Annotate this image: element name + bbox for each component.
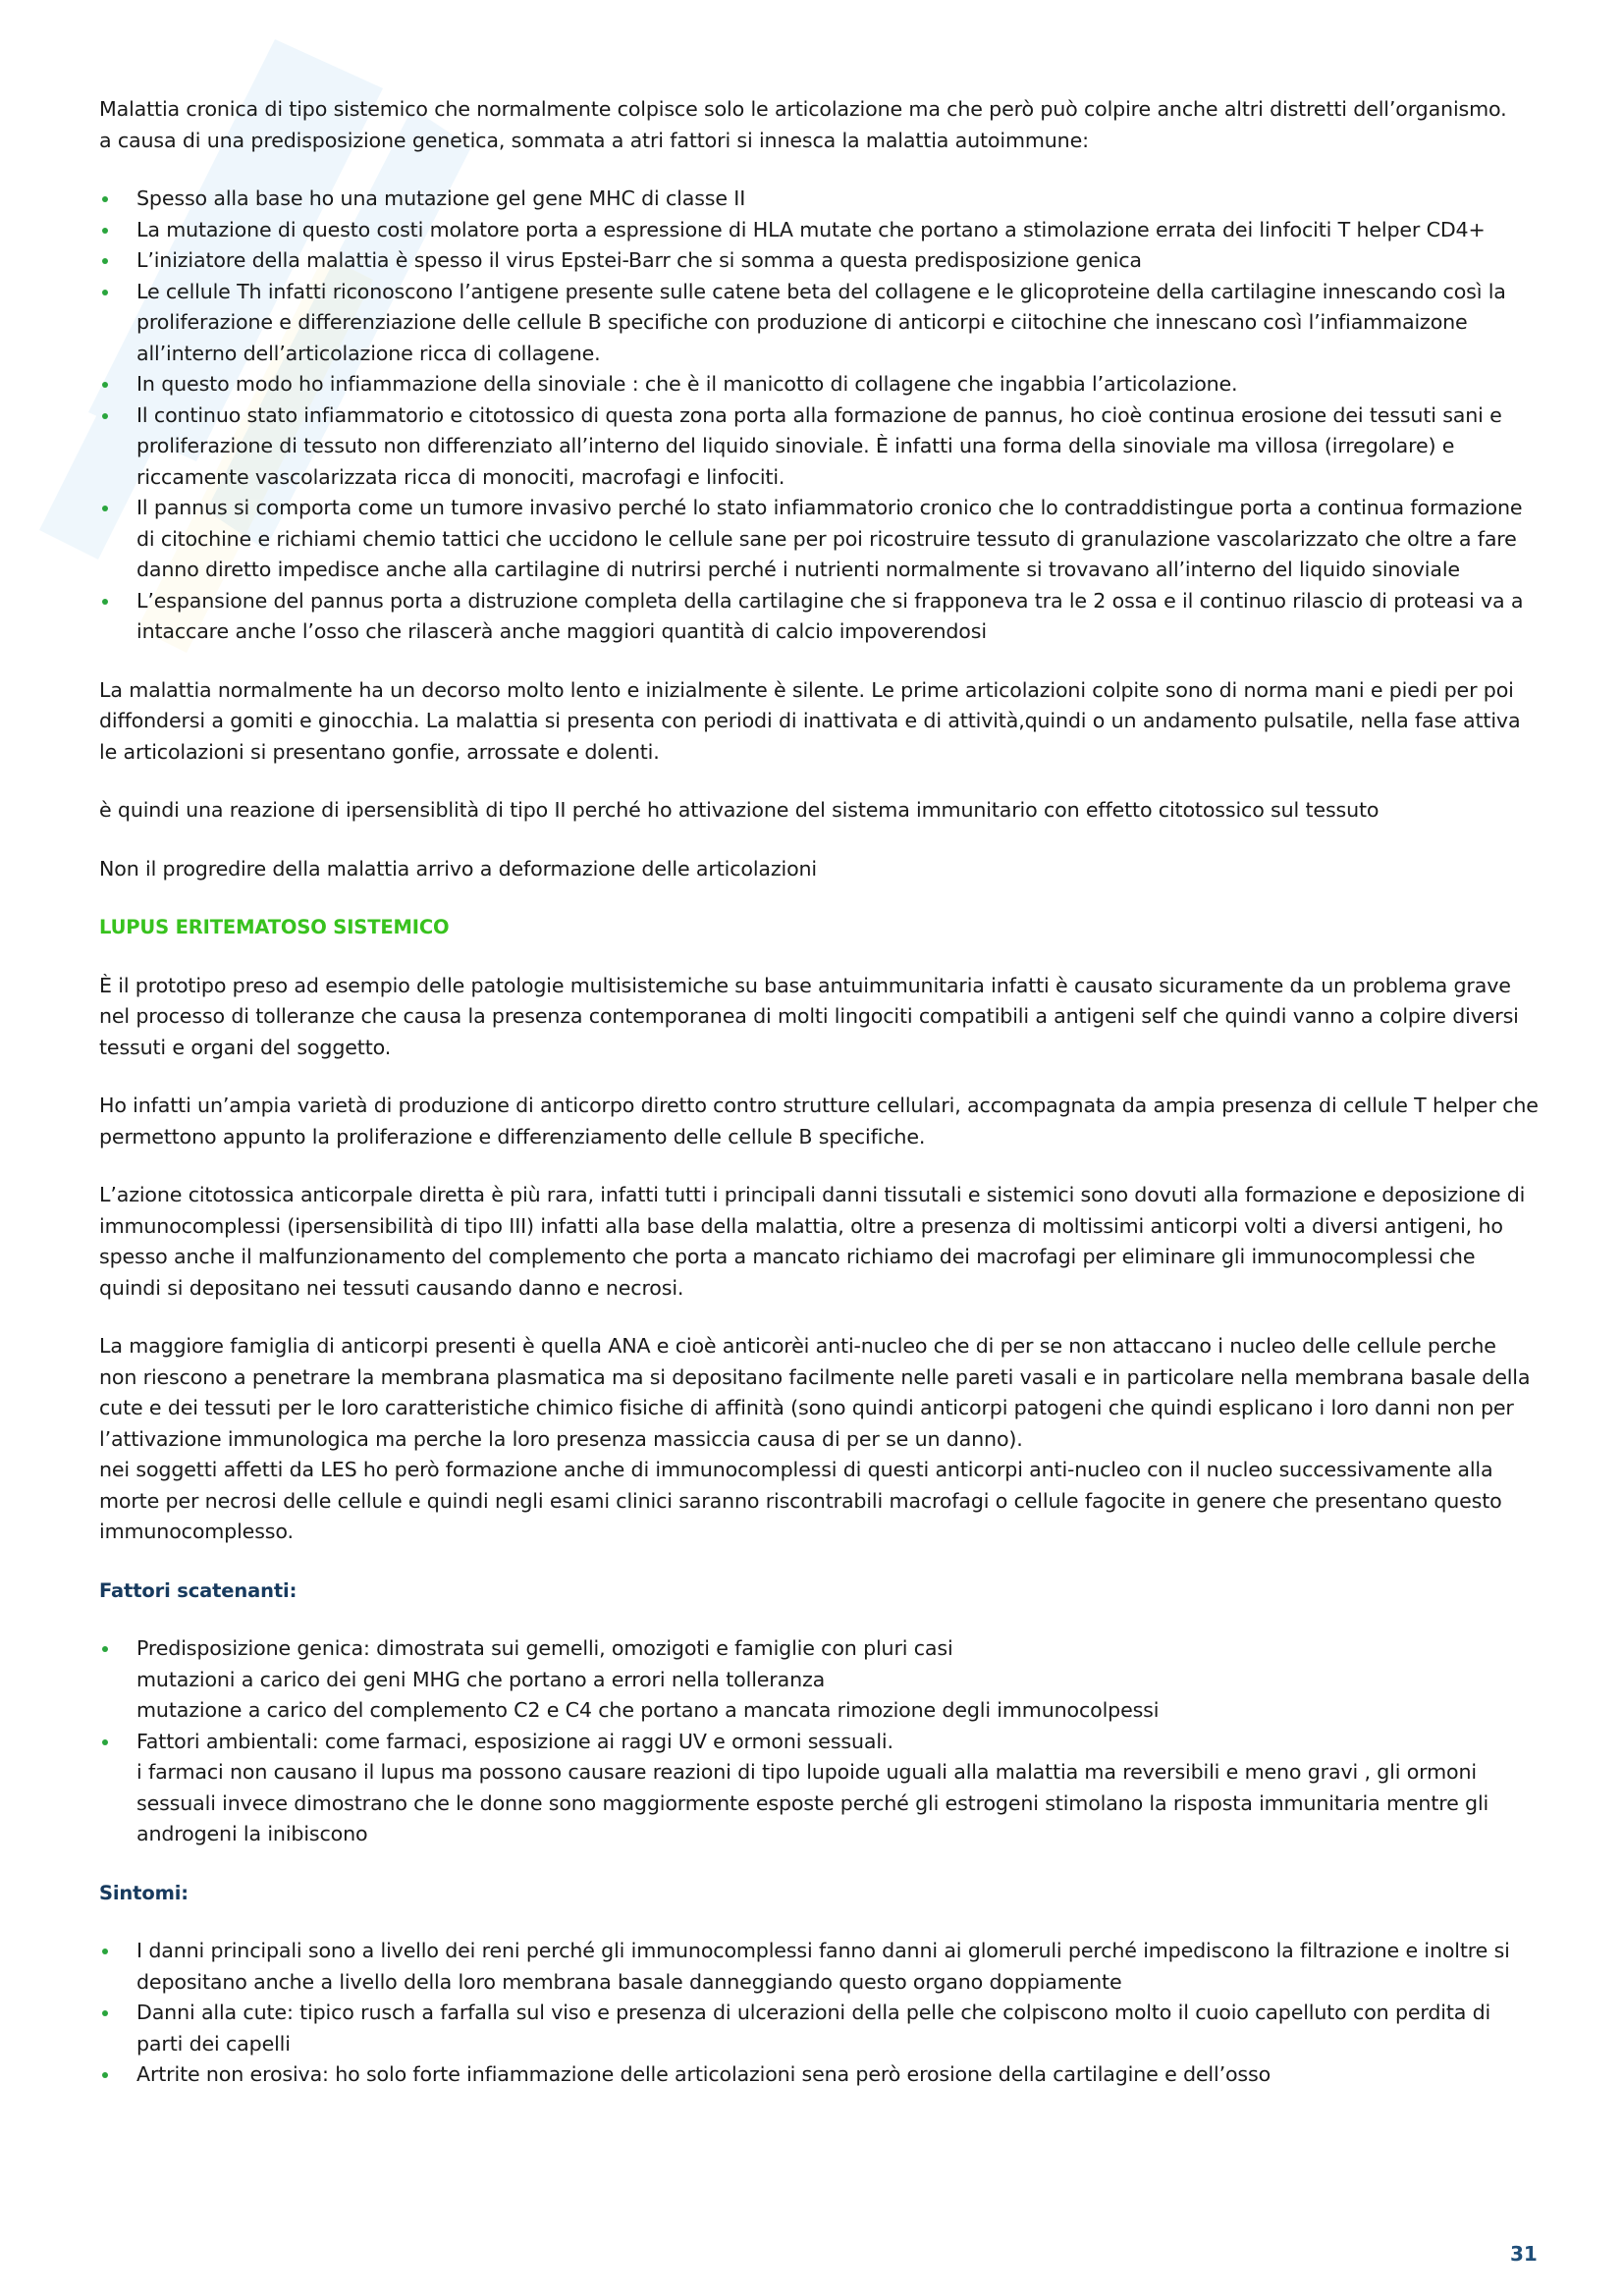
list-item: Le cellule Th infatti riconoscono l’antigene presente sulle catene beta del collagene e le glicoproteine della cartilagine innescando così la proliferazione e differenziazione delle cellule B specifiche con produzione di anticorpi e ciitochine che innescano così l’infiammaizone all’interno dell’articolazione ricca di collagene. (99, 277, 1539, 370)
course-paragraph: La malattia normalmente ha un decorso molto lento e inizialmente è silente. Le prime articolazioni colpite sono di norma mani e piedi per poi diffondersi a gomiti e ginocchia. La malattia si presenta con periodi di inattivata e di attività,quindi o un andamento pulsatile, nella fase attiva le articolazioni si presentano gonfie, arrossate e dolenti. (99, 677, 1521, 764)
list-item: L’espansione del pannus porta a distruzione completa della cartilagine che si frapponeva tra le 2 ossa e il continuo rilascio di proteasi va a intaccare anche l’osso che rilascerà anche maggiori quantità di calcio impoverendosi (99, 586, 1539, 648)
list-item-line: Fattori ambientali: come farmaci, esposizione ai raggi UV e ormoni sessuali. (136, 1729, 893, 1753)
progression-paragraph: Non il progredire della malattia arrivo a deformazione delle articolazioni (99, 856, 818, 881)
list-item: L’iniziatore della malattia è spesso il virus Epstei-Barr che si somma a questa predisposizione genica (99, 245, 1539, 277)
intro-paragraph: a causa di una predisposizione genetica, sommata a atri fattori si innesca la malattia autoimmune: (99, 128, 1089, 152)
list-item: Il pannus si comporta come un tumore invasivo perché lo stato infiammatorio cronico che lo contraddistingue porta a continua formazione di citochine e richiami chemio tattici che uccidono le cellule sane per poi ricostruire tessuto di granulazione vascolarizzato che oltre a fare danno diretto impedisce anche alla cartilagine di nutrirsi perché i nutrienti normalmente si trovavano all’interno del liquido sinoviale (99, 493, 1539, 586)
lupus-paragraph: L’azione citotossica anticorpale diretta è più rara, infatti tutti i principali danni tissutali e sistemici sono dovuti alla formazione e deposizione di immunocomplessi (ipersensibilità di tipo III) infatti alla base della malattia, oltre a presenza di moltissimi anticorpi volti a diversi antigeni, ho spesso anche il malfunzionamento del complemento che porta a mancato richiamo dei macrofagi per eliminare gli immunocomplessi che quindi si depositano nei tessuti causando danno e necrosi. (99, 1183, 1526, 1300)
list-item: La mutazione di questo costi molatore porta a espressione di HLA mutate che portano a stimolazione errata dei linfociti T helper CD4+ (99, 215, 1539, 246)
subheading-symptoms: Sintomi: (99, 1881, 189, 1904)
list-item-line: mutazioni a carico dei geni MHG che portano a errori nella tolleranza (136, 1667, 826, 1691)
list-item (99, 1727, 1539, 1850)
list-item: Danni alla cute: tipico rusch a farfalla sul viso e presenza di ulcerazioni della pelle che colpiscono molto il cuoio capelluto con perdita di parti dei capelli (99, 1998, 1539, 2059)
list-item-line: mutazione a carico del complemento C2 e C4 che portano a mancata rimozione degli immunocolpessi (136, 1698, 1160, 1722)
lupus-paragraph: Ho infatti un’ampia varietà di produzione di anticorpo diretto contro strutture cellulari, accompagnata da ampia presenza di cellule T helper che permettono appunto la proliferazione e differenziamento delle cellule B specifiche. (99, 1094, 1539, 1148)
page-number: 31 (1510, 2242, 1538, 2266)
lupus-paragraph: nei soggetti affetti da LES ho però formazione anche di immunocomplessi di questi anticorpi anti-nucleo con il nucleo successivamente alla morte per necrosi delle cellule e quindi negli esami clinici saranno riscontrabili macrofagi o cellule fagocite in genere che presentano questo immunocomplesso. (99, 1458, 1502, 1543)
list-item: Il continuo stato infiammatorio e citotossico di questa zona porta alla formazione de pannus, ho cioè continua erosione dei tessuti sani e proliferazione di tessuto non differenziato all’interno del liquido sinoviale. È infatti una forma della sinoviale ma villosa (irregolare) e riccamente vascolarizzata ricca di monociti, macrofagi e linfociti. (99, 400, 1539, 494)
document-body (99, 94, 1539, 2118)
pathogenesis-list (99, 184, 1539, 648)
hypersensitivity-paragraph: è quindi una reazione di ipersensiblità di tipo II perché ho attivazione del sistema immunitario con effetto citotossico sul tessuto (99, 798, 1380, 822)
symptoms-list (99, 1936, 1539, 2091)
list-item: Spesso alla base ho una mutazione gel gene MHC di classe II (99, 184, 1539, 215)
triggers-list (99, 1633, 1539, 1850)
section-heading-lupus: LUPUS ERITEMATOSO SISTEMICO (99, 916, 450, 938)
list-item: I danni principali sono a livello dei reni perché gli immunocomplessi fanno danni ai glomeruli perché impediscono la filtrazione e inoltre si depositano anche a livello della loro membrana basale danneggiando questo organo doppiamente (99, 1936, 1539, 1998)
list-item (99, 1633, 1539, 1727)
list-item: In questo modo ho infiammazione della sinoviale : che è il manicotto di collagene che ingabbia l’articolazione. (99, 369, 1539, 400)
list-item: Artrite non erosiva: ho solo forte infiammazione delle articolazioni sena però erosione della cartilagine e dell’osso (99, 2059, 1539, 2091)
subheading-triggers: Fattori scatenanti: (99, 1578, 298, 1602)
intro-paragraph: Malattia cronica di tipo sistemico che normalmente colpisce solo le articolazione ma che però può colpire anche altri distretti dell’organismo. (99, 97, 1507, 121)
lupus-paragraph: È il prototipo preso ad esempio delle patologie multisistemiche su base antuimmunitaria infatti è causato sicuramente da un problema grave nel processo di tolleranze che causa la presenza contemporanea di molti lingociti compatibili a antigeni self che quindi vanno a colpire diversi tessuti e organi del soggetto. (99, 973, 1519, 1059)
lupus-paragraph: La maggiore famiglia di anticorpi presenti è quella ANA e cioè anticorèi anti-nucleo che di per se non attaccano i nucleo delle cellule perche non riescono a penetrare la membrana plasmatica ma si depositano facilmente nelle pareti vasali e in particolare nella membrana basale della cute e dei tessuti per le loro caratteristiche chimico fisiche di affinità (sono quindi anticorpi patogeni che quindi esplicano i loro danni non per l’attivazione immunologica ma perche la loro presenza massiccia causa di per se un danno). (99, 1334, 1531, 1451)
list-item-line: i farmaci non causano il lupus ma possono causare reazioni di tipo lupoide uguali alla malattia ma reversibili e meno gravi , gli ormoni sessuali invece dimostrano che le donne sono maggiormente esposte perché gli estrogeni stimolano la risposta immunitaria mentre gli androgeni la inibiscono (136, 1760, 1489, 1845)
list-item-line: Predisposizione genica: dimostrata sui gemelli, omozigoti e famiglie con pluri casi (136, 1636, 953, 1660)
